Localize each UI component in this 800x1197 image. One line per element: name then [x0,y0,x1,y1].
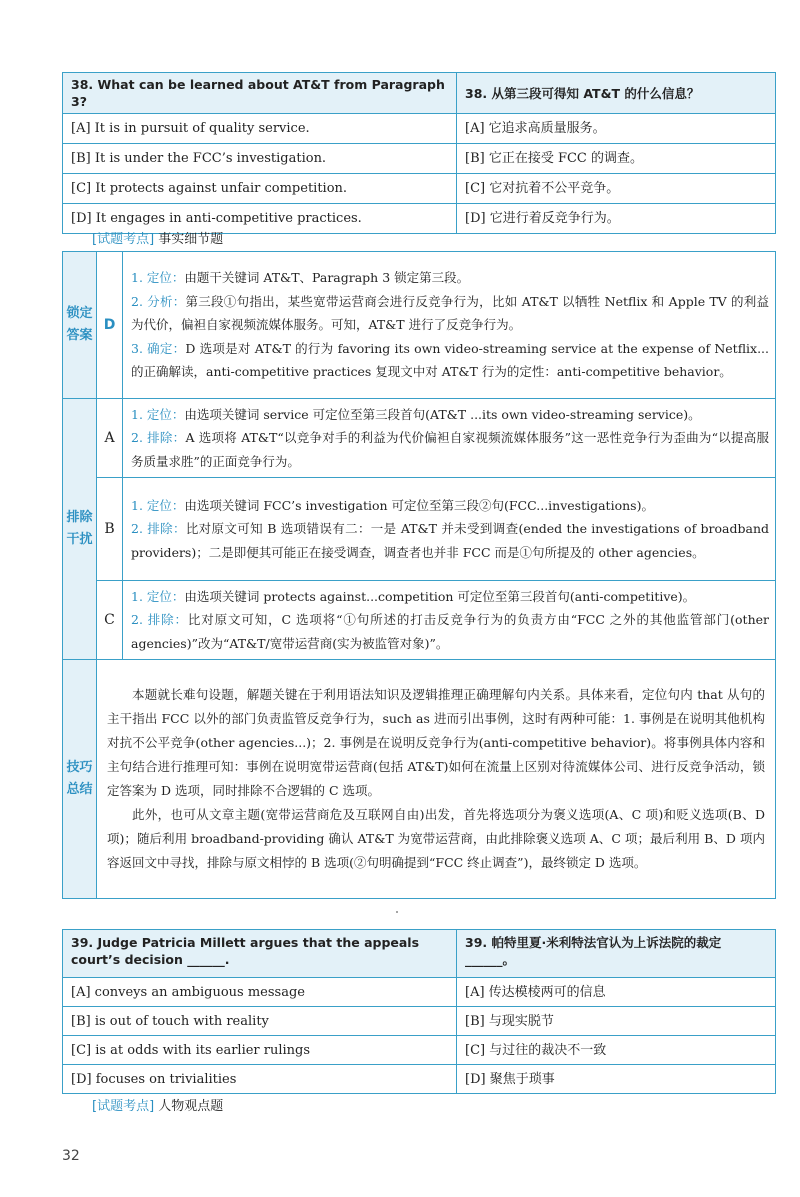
analysis-table [62,251,776,899]
analysis-line: 1. 定位：由选项关键词 protects against...competition 可定位至第三段首句(anti-competitive)。 [131,588,696,604]
question-39-zh: 39. 帕特里夏·米利特法官认为上诉法院的裁定______。 [457,930,776,978]
option-row [63,1007,776,1036]
exclude-option: C [97,581,123,660]
option-en: [D] focuses on trivialities [63,1065,457,1094]
option-zh: [A] 它追求高质量服务。 [457,114,776,144]
summary-paragraph: 本题就长难句设题，解题关键在于利用语法知识及逻辑推理正确理解句内关系。具体来看，定位句内 that 从句的主干指出 FCC 以外的部门负责监管反竞争行为，such as 进而引出事例，这时有两种可能：1. 事例是在说明其他机构对抗不公平竞争(other agencies...)；2. 事例是在说明反竞争行为(anti-competitive behavior)。将事例具体内容和主句结合进行推理可知：事例在说明宽带运营商(包括 AT&T)如何在流量上区别对待流媒体公司、进行反竞争活动，锁定答案为 D 选项，同时排除不合逻辑的 C 选项。 [107,687,765,798]
option-zh: [B] 与现实脱节 [457,1007,776,1036]
question-38-test-point [92,228,223,247]
analysis-line: 2. 排除：比对原文可知，C 选项将“①句所述的打击反竞争行为的负责方由“FCC 之外的其他监管部门(other agencies)”改为“AT&T/宽带运营商(实为被监管对象)”。 [131,612,769,651]
lock-answer-label: 锁定答案 [63,252,97,399]
question-38-header-row [63,73,776,114]
exclude-text [123,399,776,478]
option-en: [A] It is in pursuit of quality service. [63,114,457,144]
question-39-table [62,929,776,1094]
exclude-text [123,478,776,581]
lock-answer-text [123,252,776,399]
summary-row [63,660,776,899]
question-39-header-row [63,930,776,978]
analysis-line: 1. 定位：由题干关键词 AT&T、Paragraph 3 锁定第三段。 [131,270,470,286]
option-zh: [C] 它对抗着不公平竞争。 [457,174,776,204]
option-row [63,1065,776,1094]
option-en: [C] It protects against unfair competition. [63,174,457,204]
analysis-line: 2. 排除：比对原文可知 B 选项错误有二：一是 AT&T 并未受到调查(ended the investigations of broadband providers)；二是即便其可能正在接受调查，调查者也并非 FCC 而是①句所提及的 other agencies。 [131,521,769,560]
analysis-line: 1. 定位：由选项关键词 service 可定位至第三段首句(AT&T ...its own video-streaming service)。 [131,406,701,422]
summary-text [97,660,776,899]
test-point-text: 人物观点题 [158,1099,224,1114]
option-zh: [A] 传达模棱两可的信息 [457,978,776,1007]
exclude-option: A [97,399,123,478]
option-row [63,1036,776,1065]
question-39-test-point [92,1095,223,1114]
exclude-label: 排除干扰 [63,399,97,660]
exclude-option: B [97,478,123,581]
option-zh: [B] 它正在接受 FCC 的调查。 [457,144,776,174]
option-en: [B] It is under the FCC’s investigation. [63,144,457,174]
option-en: [C] is at odds with its earlier rulings [63,1036,457,1065]
option-en: [A] conveys an ambiguous message [63,978,457,1007]
analysis-line: 3. 确定：D 选项是对 AT&T 的行为 favoring its own video-streaming service at the expense of Netflix...的正确解读，anti-competitive practices 复现文中对 AT&T 行为的定性：anti-competitive behavior。 [131,340,769,380]
option-en: [D] It engages in anti-competitive practices. [63,204,457,234]
option-zh: [D] 聚焦于琐事 [457,1065,776,1094]
analysis-line: 1. 定位：由选项关键词 FCC’s investigation 可定位至第三段②句(FCC...investigations)。 [131,497,654,513]
exclude-row-a [63,399,776,478]
option-row [63,144,776,174]
answer-option: D [97,252,123,399]
analysis-line: 2. 排除：A 选项将 AT&T“以竞争对手的利益为代价偏袒自家视频流媒体服务”这一恶性竞争行为歪曲为“以提高服务质量求胜”的正面竞争行为。 [131,430,770,469]
lock-answer-row [63,252,776,399]
option-row [63,114,776,144]
test-point-tag: [试题考点] [92,1099,155,1114]
option-row [63,174,776,204]
exclude-row-c [63,581,776,660]
test-point-text: 事实细节题 [158,232,224,247]
summary-paragraph: 此外，也可从文章主题(宽带运营商危及互联网自由)出发，首先将选项分为褒义选项(A、C 项)和贬义选项(B、D 项)；随后利用 broadband-providing 确认 AT&T 为宽带运营商，由此排除褒义选项 A、C 项；最后利用 B、D 项内容返回文中寻找，排除与原文相悖的 B 选项(②句明确提到“FCC 终止调查”)，最终锁定 D 选项。 [107,807,765,870]
test-point-tag: [试题考点] [92,232,155,247]
question-38-zh: 38. 从第三段可得知 AT&T 的什么信息？ [457,73,776,114]
page-number: 32 [62,1148,80,1164]
question-38-en: 38. What can be learned about AT&T from Paragraph 3? [63,73,457,114]
summary-label: 技巧总结 [63,660,97,899]
option-row [63,978,776,1007]
exclude-row-b [63,478,776,581]
option-zh: [D] 它进行着反竞争行为。 [457,204,776,234]
option-zh: [C] 与过往的裁决不一致 [457,1036,776,1065]
question-39-en: 39. Judge Patricia Millett argues that the appeals court’s decision ______. [63,930,457,978]
question-38-table [62,72,776,234]
option-en: [B] is out of touch with reality [63,1007,457,1036]
divider-dot [396,911,398,913]
exclude-text [123,581,776,660]
analysis-line: 2. 分析：第三段①句指出，某些宽带运营商会进行反竞争行为，比如 AT&T 以牺牲 Netflix 和 Apple TV 的利益为代价，偏袒自家视频流媒体服务。可知，AT&T 进行了反竞争行为。 [131,293,769,333]
